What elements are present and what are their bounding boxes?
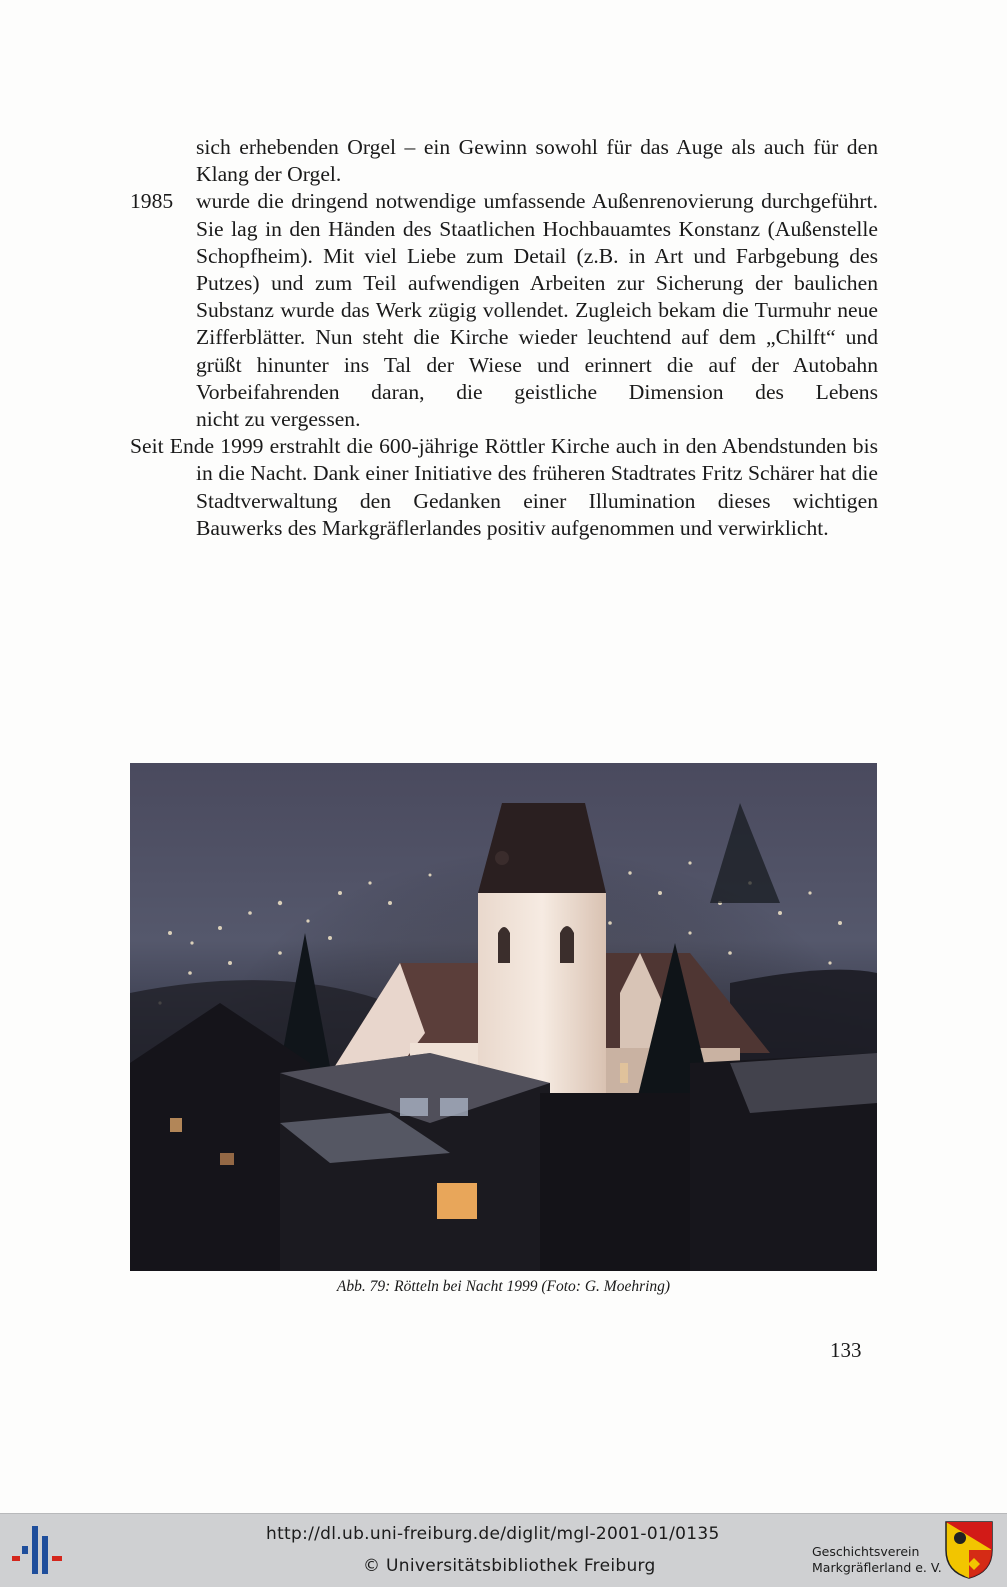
ub-freiburg-logo-icon: [12, 1526, 62, 1574]
publisher-line-2: Markgräflerland e. V.: [812, 1560, 942, 1575]
copyright-notice: © Universitätsbibliothek Freiburg: [363, 1556, 656, 1576]
year-label: 1985: [130, 189, 174, 214]
paragraph-1985: [130, 188, 878, 433]
photo-illustration: [130, 763, 877, 1271]
digitization-footer: [0, 1513, 1007, 1587]
page-number: 133: [830, 1338, 862, 1362]
permalink-url[interactable]: http://dl.ub.uni-freiburg.de/diglit/mgl-2001-01/0135: [266, 1524, 720, 1544]
paragraph-last-line: Bauwerks des Markgräflerlandes positiv aufgenommen und verwirklicht.: [196, 515, 829, 540]
paragraph-last-line: nicht zu vergessen.: [196, 407, 361, 432]
church-night-photo: [130, 763, 877, 1271]
body-text: [130, 134, 878, 542]
paragraph-last-line: Klang der Orgel.: [196, 162, 342, 187]
publisher-line-1: Geschichtsverein: [812, 1544, 920, 1559]
paragraph-text: Seit Ende 1999 erstrahlt die 600-jährige Röttler Kirche auch in den Abendstunden bis in die Nacht. Dank einer Initiative des früheren Stadtrates Fritz Schärer hat die Stadtverwaltung den Gedanken einer Illumination dieses wichtigen: [130, 434, 878, 513]
figure-caption: Abb. 79: Rötteln bei Nacht 1999 (Foto: G. Moehring): [336, 1278, 671, 1295]
paragraph-text: sich erhebenden Orgel – ein Gewinn sowohl für das Auge als auch für den: [196, 135, 878, 159]
paragraph-1999: [130, 433, 878, 542]
paragraph-text: wurde die dringend notwendige umfassende Außenrenovierung durchgeführt. Sie lag in den Händen des Staatlichen Hochbauamtes Konstanz (Außenstelle Schopfheim). Mit viel Liebe zum Detail (z.B. in Art und Farbgebung des Putzes) und zum Teil aufwendigen Arbeiten zur Sicherung der baulichen Substanz wurde das Werk zügig vollendet. Zugleich bekam die Turmuhr neue Zifferblätter. Nun steht die Kirche wieder leuchtend auf dem „Chilft“ und grüßt hinunter ins Tal der Wiese und erinnert die auf der Autobahn Vorbeifahrenden daran, die geistliche Dimension des Lebens: [196, 189, 878, 404]
paragraph-continuation: [130, 134, 878, 188]
publisher-name: [812, 1544, 942, 1576]
coat-of-arms-icon: [944, 1520, 994, 1580]
